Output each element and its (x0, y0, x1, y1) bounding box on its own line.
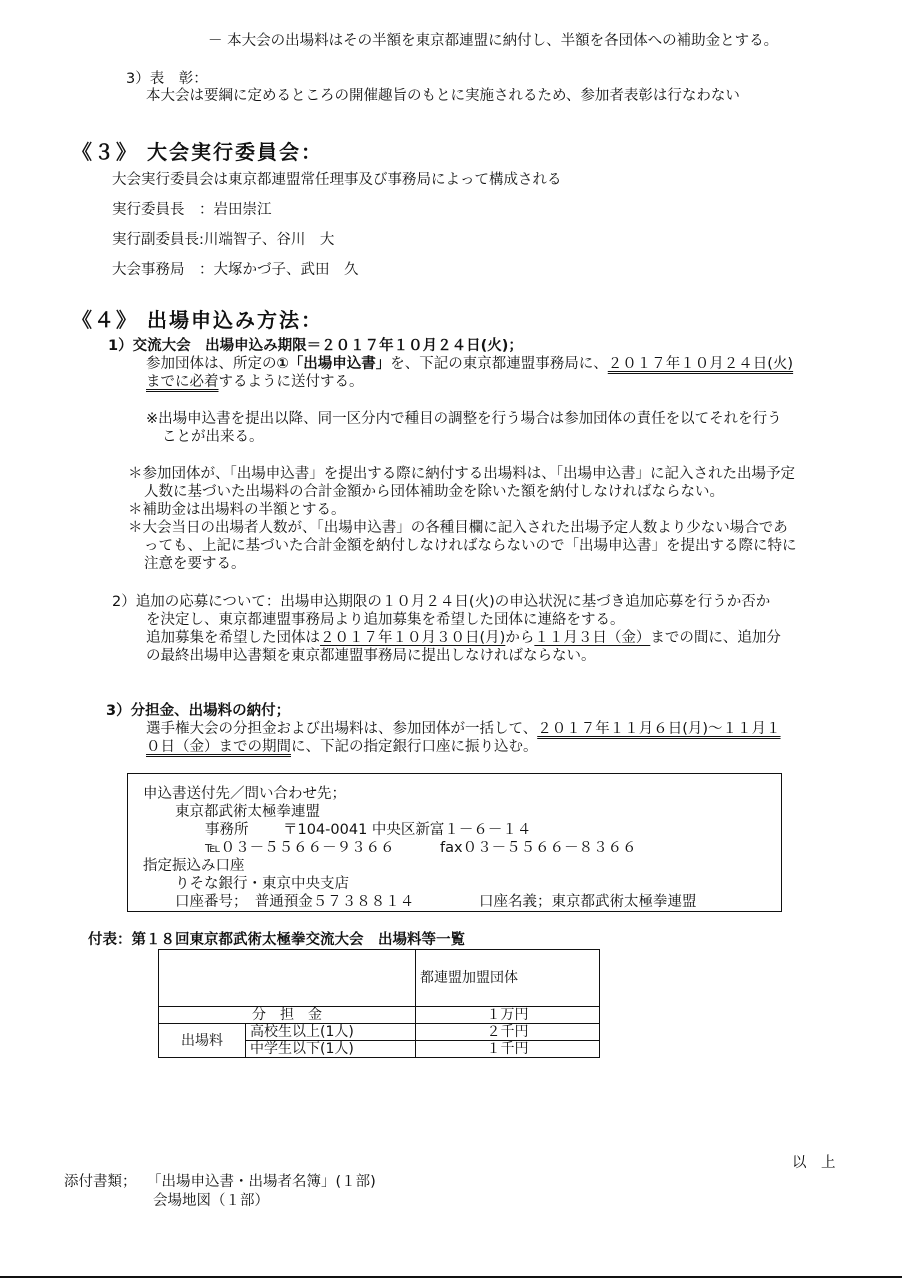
account-number: 口座番号； 普通預金５７３８８１４ (175, 894, 415, 910)
entry-form-name: ①「出場申込書」 (276, 356, 391, 372)
additional-entry-text: までの間に、追加分 (650, 630, 781, 646)
member-org-header: 都連盟加盟団体 (416, 950, 600, 1007)
contact-fax: fax０３－５５６６－８３６６ (440, 840, 637, 856)
must-arrive-text: までに必着 (146, 374, 219, 390)
payment-period-end: ０日（金）までの期間 (146, 739, 291, 755)
end-mark: 以 上 (792, 1155, 836, 1171)
share-label: 分 担 金 (159, 1007, 416, 1024)
high-school-value: ２千円 (416, 1024, 600, 1041)
page-bottom-rule (0, 1276, 902, 1278)
committee-intro: 大会実行委員会は東京都連盟常任理事及び事務局によって構成される (112, 172, 562, 188)
additional-entry-text: 追加募集を希望した団体は (146, 630, 320, 646)
fee-table (158, 949, 600, 1058)
middle-school-value: １千円 (416, 1041, 600, 1058)
contact-tel: ℡０３－５５６６－９３６６ (205, 840, 395, 856)
section-4-heading: 《４》 出場申込み方法： (72, 308, 323, 332)
entry-instruction-text: するように送付する。 (218, 374, 364, 390)
additional-entry-text: から (505, 630, 535, 646)
committee-chair: 実行委員長 ：岩田崇江 (112, 202, 272, 218)
fee-distribution-note: － 本大会の出場料はその半額を東京都連盟に納付し、半額を各団体への補助金とする。 (208, 33, 779, 49)
fee-table-caption: 付表：第１８回東京都武術太極拳交流大会 出場料等一覧 (88, 932, 465, 948)
entry-instruction-line2 (146, 374, 364, 391)
adjustment-note-line1: ※出場申込書を提出以降、同一区分内で種目の調整を行う場合は参加団体の責任を以てそれを行う (146, 411, 782, 427)
contact-office-label: 事務所 (205, 822, 249, 838)
attachment-1: 「出場申込書・出場者名簿」(１部) (147, 1174, 376, 1190)
attendance-note-line2: っても、上記に基づいた合計金額を納付しなければならないので「出場申込書」を提出する際に特に (144, 538, 797, 554)
additional-entry-line1: 2）追加の応募について：出場申込期限の１０月２４日(火)の申込状況に基づき追加応募を行うか否か (112, 594, 771, 610)
payment-line1 (146, 721, 781, 738)
contact-label: 申込書送付先／問い合わせ先； (143, 786, 346, 802)
table-corner-cell (159, 950, 416, 1007)
additional-entry-line4: の最終出場申込書類を東京都連盟事務局に提出しなければならない。 (146, 648, 596, 664)
entry-instruction-line1 (146, 356, 793, 373)
entry-instruction-text: 参加団体は、所定の (146, 356, 277, 372)
payment-text: に、下記の指定銀行口座に振り込む。 (291, 739, 538, 755)
attendance-note-line3: 注意を要する。 (144, 556, 246, 572)
adjustment-note-line2: ことが出来る。 (162, 429, 264, 445)
payment-title: 3）分担金、出場料の納付； (106, 703, 291, 719)
contact-org: 東京都武術太極拳連盟 (175, 804, 320, 820)
fee-payment-note-line1: ＊参加団体が、「出場申込書」を提出する際に納付する出場料は、「出場申込書」に記入された出場予定 (128, 466, 795, 482)
additional-start-date: ２０１７年１０月３０日(月) (320, 630, 506, 646)
bank-label: 指定振込み口座 (143, 858, 245, 874)
awards-heading: 3）表 彰： (126, 71, 208, 87)
table-row (159, 1024, 600, 1041)
subsidy-note: ＊補助金は出場料の半額とする。 (128, 502, 346, 518)
fee-payment-note-line2: 人数に基づいた出場料の合計金額から団体補助金を除いた額を納付しなければならない。 (144, 484, 724, 500)
attachment-2: 会場地図（１部） (153, 1193, 269, 1209)
additional-entry-line2: を決定し、東京都連盟事務局より追加募集を希望した団体に連絡をする。 (146, 612, 625, 628)
fee-label: 出場料 (159, 1024, 246, 1058)
share-value: １万円 (416, 1007, 600, 1024)
section-3-heading: 《３》 大会実行委員会： (72, 140, 323, 164)
high-school-label: 高校生以上(1人) (246, 1024, 416, 1041)
table-row (159, 1007, 600, 1024)
payment-period-start: ２０１７年１１月６日(月)～１１月１ (537, 721, 781, 737)
payment-line2 (146, 739, 538, 756)
payment-text: 選手権大会の分担金および出場料は、参加団体が一括して、 (146, 721, 538, 737)
awards-text: 本大会は要綱に定めるところの開催趣旨のもとに実施されるため、参加者表彰は行なわない (146, 88, 740, 104)
table-row (159, 950, 600, 1007)
entry-deadline-date: ２０１７年１０月２４日(火) (607, 356, 794, 372)
entry-deadline-title: 1）交流大会 出場申込み期限＝２０１７年１０月２４日(火)； (108, 338, 523, 354)
committee-office: 大会事務局 ：大塚かづ子、武田 久 (112, 262, 359, 278)
additional-end-date: １１月３日（金） (534, 630, 651, 646)
bank-name: りそな銀行・東京中央支店 (175, 876, 349, 892)
attachments-label: 添付書類； (64, 1174, 137, 1190)
committee-vice-chair: 実行副委員長:川端智子、谷川 大 (112, 232, 335, 248)
contact-address: 〒104-0041 中央区新富１－６－１４ (283, 822, 532, 838)
account-name: 口座名義；東京都武術太極拳連盟 (479, 894, 697, 910)
attendance-note-line1: ＊大会当日の出場者人数が、「出場申込書」の各種目欄に記入された出場予定人数より少ない場合であ (128, 520, 788, 536)
entry-instruction-text: を、下記の東京都連盟事務局に、 (390, 356, 608, 372)
additional-entry-line3 (146, 630, 781, 647)
middle-school-label: 中学生以下(1人) (246, 1041, 416, 1058)
